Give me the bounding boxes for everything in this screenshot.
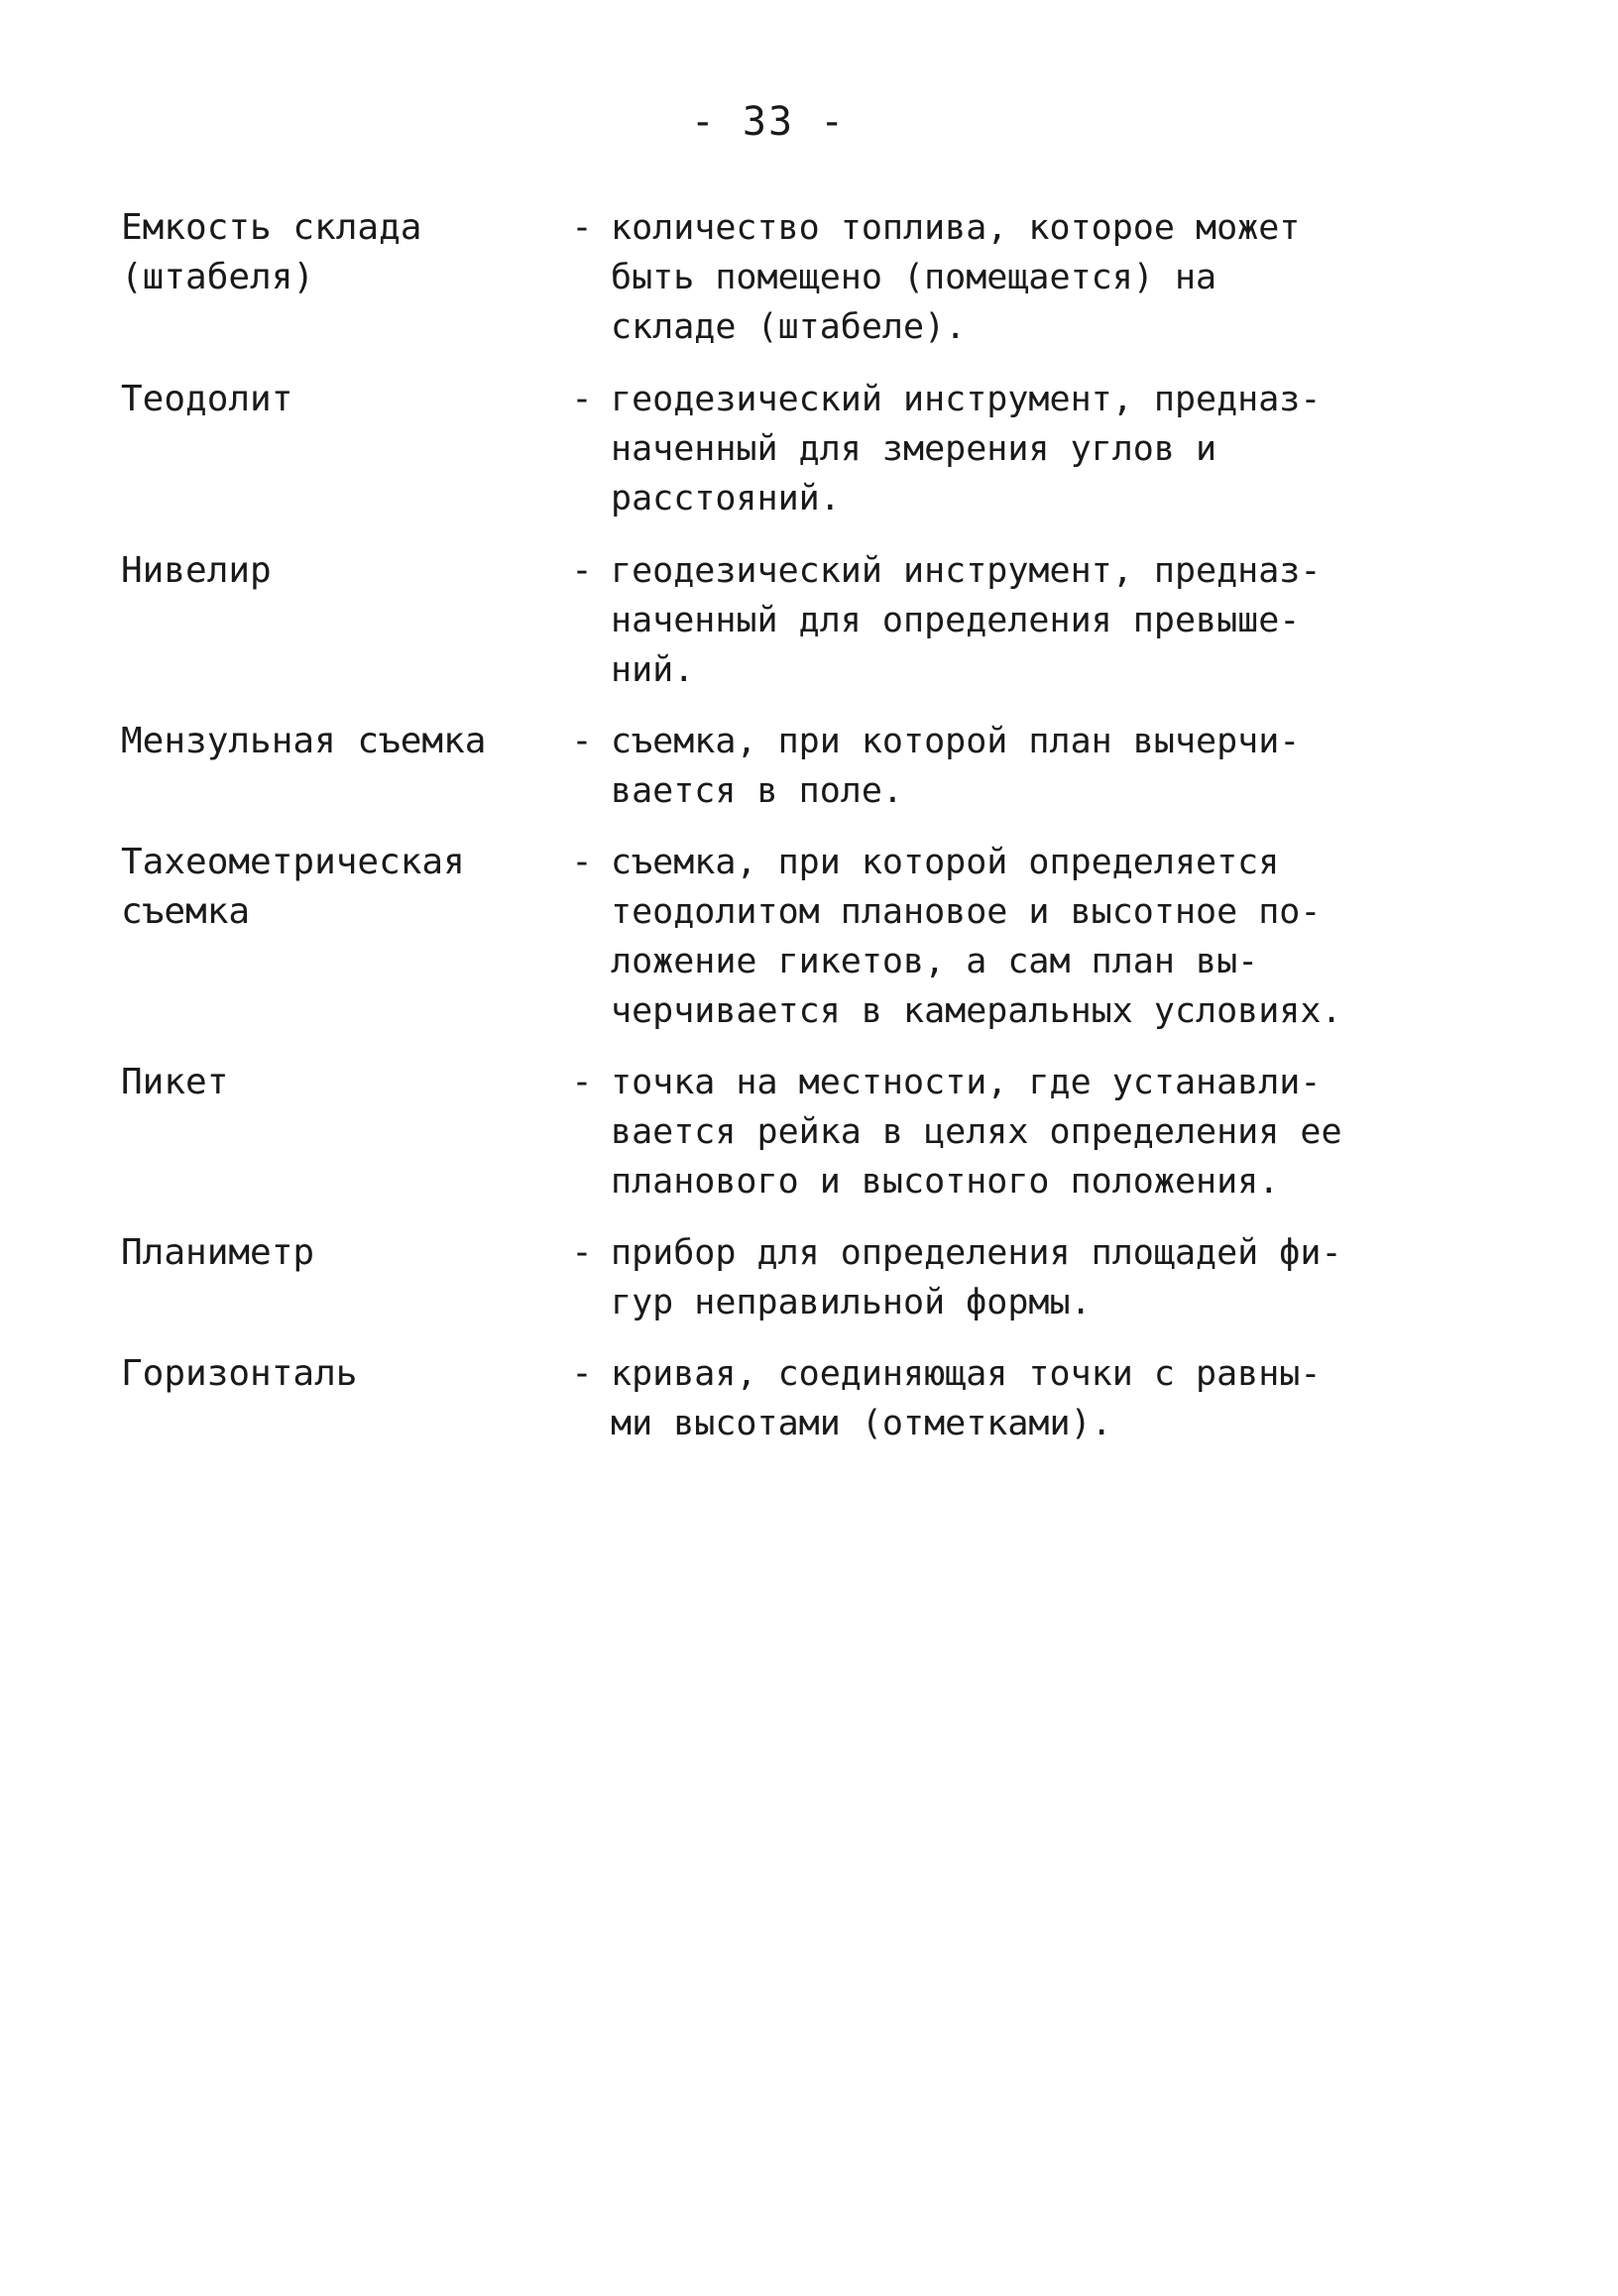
glossary-definition: съемка, при которой план вычерчи- вается в поле. xyxy=(611,722,1301,811)
glossary-term: Горизонталь xyxy=(121,1353,358,1394)
glossary-definition: кривая, соединяющая точки с равны- ми высотами (отметками). xyxy=(611,1354,1322,1443)
glossary-entry xyxy=(121,838,1440,1036)
glossary-definition: количество топлива, которое может быть помещено (помещается) на складе (штабеле). xyxy=(611,208,1301,347)
glossary-term: Пикет xyxy=(121,1062,229,1102)
glossary-entry xyxy=(121,1349,1440,1448)
glossary-term: Тахеометрическая съемка xyxy=(121,842,465,932)
entry-dash: - xyxy=(571,207,593,248)
entry-dash: - xyxy=(571,550,593,591)
glossary-entry xyxy=(121,203,1440,352)
glossary-definition: геодезический инструмент, предназ- наченный для змерения углов и расстояний. xyxy=(611,380,1322,518)
glossary-entry xyxy=(121,1058,1440,1206)
glossary-term: Емкость склада (штабеля) xyxy=(121,207,422,297)
page-number: - 33 - xyxy=(690,99,847,145)
glossary-term: Планиметр xyxy=(121,1232,315,1273)
glossary-definition: точка на местности, где устанавли- вается рейка в целях определения ее планового и высотного положения. xyxy=(611,1063,1342,1202)
glossary-entry xyxy=(121,717,1440,816)
glossary-term: Нивелир xyxy=(121,550,272,591)
entry-dash: - xyxy=(571,721,593,761)
glossary-list xyxy=(121,203,1440,1448)
entry-dash: - xyxy=(571,379,593,419)
glossary-entry xyxy=(121,546,1440,695)
glossary-term: Мензульная съемка xyxy=(121,721,487,761)
glossary-definition: прибор для определения площадей фи- гур неправильной формы. xyxy=(611,1233,1342,1322)
glossary-entry xyxy=(121,375,1440,523)
entry-dash: - xyxy=(571,1232,593,1273)
glossary-entry xyxy=(121,1228,1440,1327)
entry-dash: - xyxy=(571,842,593,882)
entry-dash: - xyxy=(571,1062,593,1102)
entry-dash: - xyxy=(571,1353,593,1394)
glossary-definition: съемка, при которой определяется теодолитом плановое и высотное по- ложение гикетов, а сам план вы- черчивается в камеральных условиях. xyxy=(611,843,1342,1031)
glossary-definition: геодезический инструмент, предназ- наченный для определения превыше- ний. xyxy=(611,551,1322,690)
glossary-term: Теодолит xyxy=(121,379,293,419)
